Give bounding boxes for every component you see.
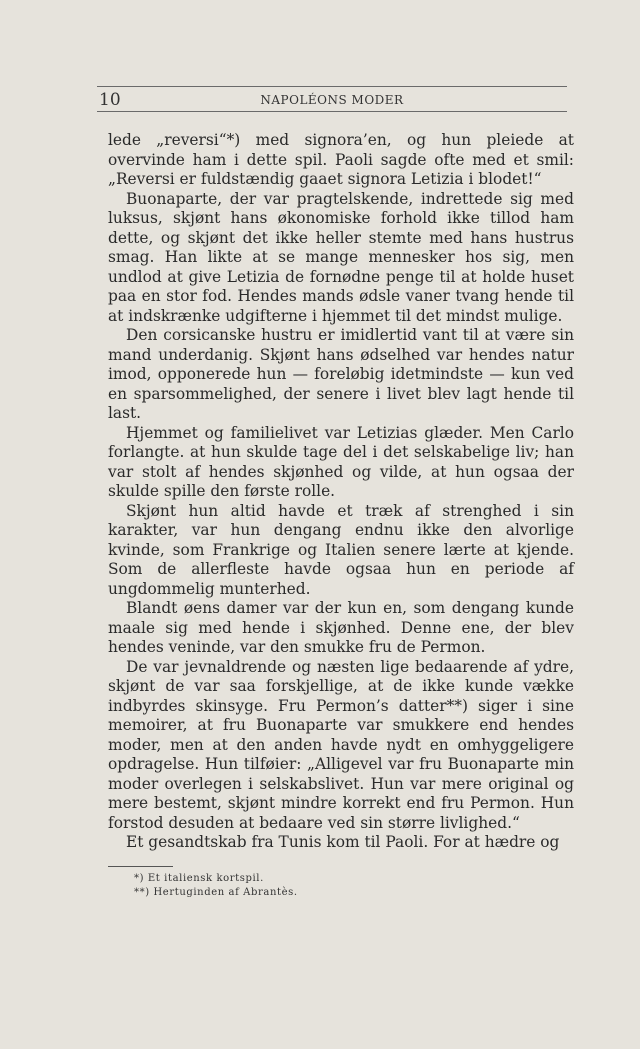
paragraph-1: lede „reversi“*) med signora’en, og hun pleiede at overvinde ham i dette spil. Paoli sagde ofte med et smil: „Reversi er fuldstændig gaaet signora Letizia i blodet!“: [108, 131, 574, 188]
paragraph-2: Buonaparte, der var pragtelskende, indrettede sig med luksus, skjønt hans økonomiske forhold ikke tillod ham dette, og skjønt det ikke heller stemte med hans hustrus smag. Han likte at se mange mennesker hos sig, men undlod at give Letizia de fornødne penge til at holde huset paa en stor fod. Hendes mands ødsle vaner tvang hende til at indskrænke udgifterne i hjemmet til det mindst mulige.: [108, 189, 574, 325]
running-header: [97, 86, 567, 112]
paragraph-8: Et gesandtskab fra Tunis kom til Paoli. For at hædre og: [126, 833, 560, 851]
footnote-2: **) Hertuginden af Abrantès.: [134, 887, 298, 898]
footnote-1: *) Et italiensk kortspil.: [134, 873, 264, 884]
paragraph-6: Blandt øens damer var der kun en, som dengang kunde maale sig med hende i skjønhed. Denne ene, der blev hendes veninde, var den smukke fru de Permon.: [108, 599, 574, 656]
paragraph-4: Hjemmet og familielivet var Letizias glæder. Men Carlo forlangte. at hun skulde tage del i det selskabelige liv; han var stolt af hendes skjønhed og vilde, at hun ogsaa der skulde spille den første rolle.: [108, 423, 574, 500]
footnote-divider: [108, 866, 173, 867]
running-title: NAPOLÉONS MODER: [260, 93, 404, 107]
page-number: 10: [99, 90, 121, 110]
paragraph-5: Skjønt hun altid havde et træk af strenghed i sin karakter, var hun dengang endnu ikke den alvorlige kvinde, som Frankrige og Italien senere lærte at kjende. Som de allerfleste havde ogsaa hun en periode af ungdommelig munterhed.: [108, 501, 574, 598]
paragraph-7: De var jevnaldrende og næsten lige bedaarende af ydre, skjønt de var saa forskjellige, at de ikke kunde vække indbyrdes skinsyge. Fru Permon’s datter**) siger i sine memoirer, at fru Buonaparte var smukkere end hendes moder, men at den anden havde nydt en omhyggeligere opdragelse. Hun tilføier: „Alligevel var fru Buonaparte min moder overlegen i selskabslivet. Hun var mere original og mere bestemt, skjønt mindre korrekt end fru Permon. Hun forstod desuden at bedaare ved sin større livlighed.“: [108, 657, 574, 832]
footnotes: [134, 872, 534, 900]
paragraph-3: Den corsicanske hustru er imidlertid vant til at være sin mand underdanig. Skjønt hans ødselhed var hendes natur imod, opponerede hun — foreløbig idetmindste — kun ved en sparsommelighed, der senere i livet blev lagt hende til last.: [108, 326, 574, 422]
body-text: [108, 131, 574, 853]
